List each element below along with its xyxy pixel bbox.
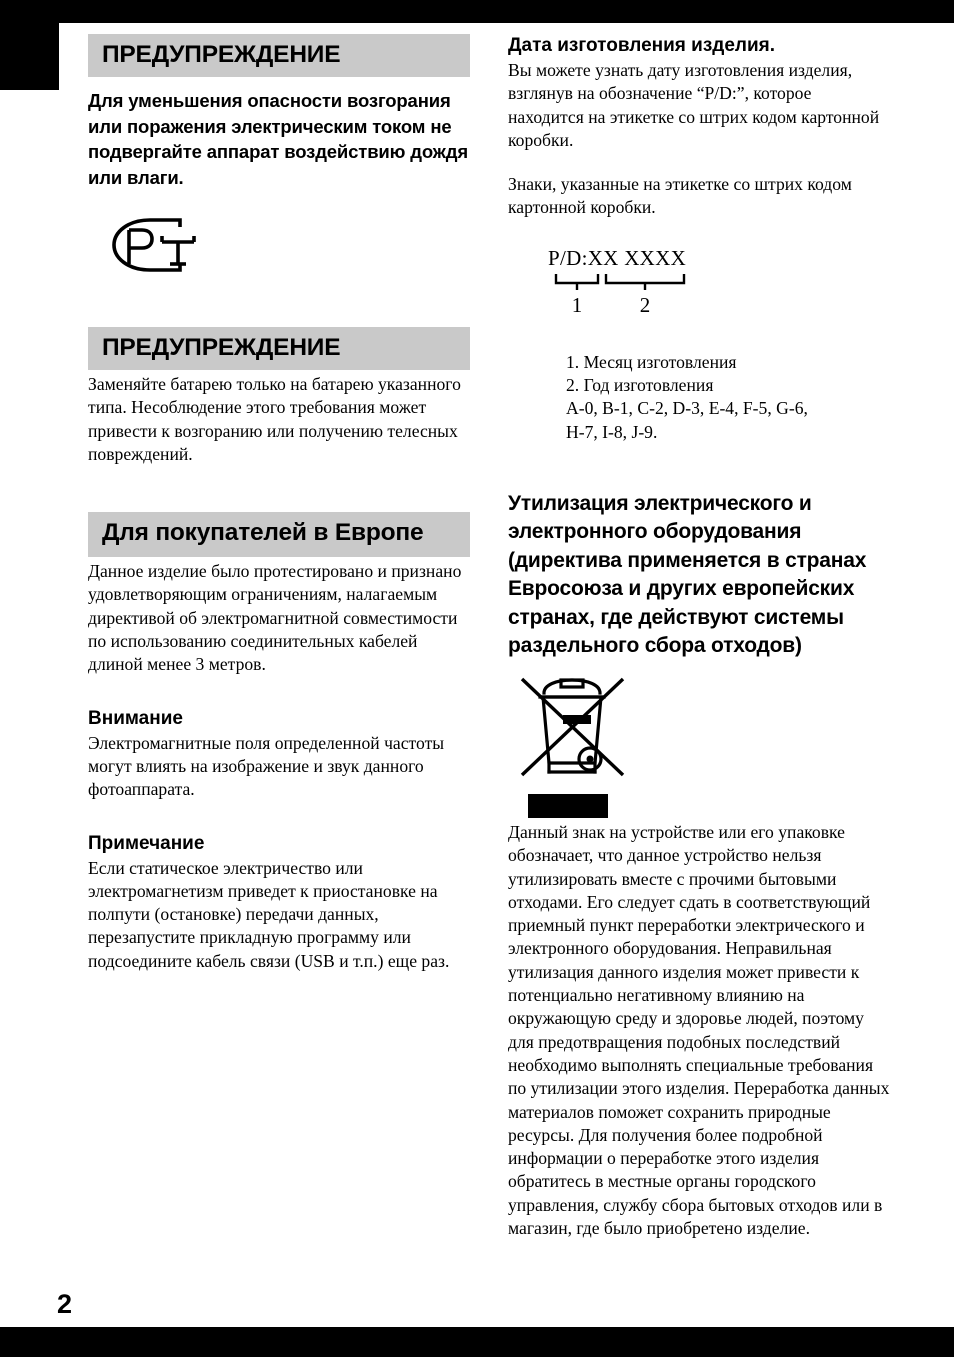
legend-line: 1. Месяц изготовления <box>566 351 737 372</box>
svg-text:2: 2 <box>639 292 651 316</box>
manufacture-date-body-1: Вы можете узнать дату изготовления изделия, взглянув на обозначение “P/D:”, которое находится на этикетке со штрих кодом картонной коробки. <box>508 60 880 150</box>
weee-heading: Утилизация электрического и электронного оборудования (директива применяется в странах Евросоюза и других европейских странах, где действуют системы раздельного сбора отходов) <box>508 491 867 658</box>
manufacture-date-body-2: Знаки, указанные на этикетке со штрих кодом картонной коробки. <box>508 174 852 218</box>
legend-line: 2. Год изготовления <box>566 375 714 396</box>
right-column <box>508 34 890 1240</box>
legend-line: A-0, B-1, C-2, D-3, E-4, F-5, G-6, <box>566 398 808 419</box>
footer-black-bar <box>0 1327 954 1357</box>
product-date-code-sample: P/D:XX XXXX <box>548 245 687 270</box>
legend-line: H-7, I-8, J-9. <box>566 421 658 442</box>
crossed-out-wheelie-bin-icon <box>516 671 890 818</box>
warning-body-2: Заменяйте батарею только на батарею указанного типа. Несоблюдение этого требования может привести к возгоранию или получению телесных повреждений. <box>88 374 461 464</box>
note-heading: Примечание <box>88 832 205 854</box>
attention-body: Электромагнитные поля определенной частоты могут влиять на изображение и звук данного фотоаппарата. <box>88 732 445 800</box>
svg-text:1: 1 <box>571 292 583 316</box>
date-code-legend <box>566 351 890 444</box>
product-date-code-diagram <box>540 246 890 321</box>
top-black-bar <box>0 0 954 23</box>
note-body: Если статическое электричество или электромагнетизм приведет к приостановке на полпути (остановке) передачи данных, перезапустите прикладную программу или подсоедините кабель связи (USB и т.п.) еще раз. <box>88 857 450 971</box>
corner-black-tab <box>0 0 59 90</box>
manufacture-date-heading: Дата изготовления изделия. <box>508 35 776 56</box>
weee-body: Данный знак на устройстве или его упаковке обозначает, что данное устройство нельзя утилизировать вместе с прочими бытовыми отходами. Его следует сдать в соответствующий приемный пункт переработки электрического и электронного оборудования. Неправильная утилизация данного изделия может привести к потенциально негативному влиянию на окружающую среду и здоровье людей, поэтому для предотвращения подобных последствий необходимо выполнять специальные требования по утилизации этого изделия. Переработка данных материалов поможет сохранить природные ресурсы. Для получения более подробной информации о переработке этого изделия обратитесь в местные органы городского управления, службу сбора бытовых отходов или в магазин, где было приобретено изделие. <box>508 821 890 1239</box>
weee-black-bar <box>528 794 608 818</box>
left-column <box>88 34 470 973</box>
europe-heading: Для покупателей в Европе <box>88 512 470 557</box>
warning-heading-1: ПРЕДУПРЕЖДЕНИЕ <box>88 34 470 77</box>
warning-lead-text: Для уменьшения опасности возгорания или поражения электрическим током не подвергайте аппарат воздействию дождя или влаги. <box>88 90 468 188</box>
date-code-brackets <box>540 270 740 316</box>
page-number: 2 <box>57 1289 73 1319</box>
attention-heading: Внимание <box>88 707 183 729</box>
warning-heading-2: ПРЕДУПРЕЖДЕНИЕ <box>88 327 470 370</box>
pct-certification-mark <box>102 214 470 281</box>
europe-body: Данное изделие было протестировано и признано удовлетворяющим ограничениям, налагаемым директивой об электромагнитной совместимости по использованию соединительных кабелей длиной менее 3 метров. <box>88 561 462 675</box>
